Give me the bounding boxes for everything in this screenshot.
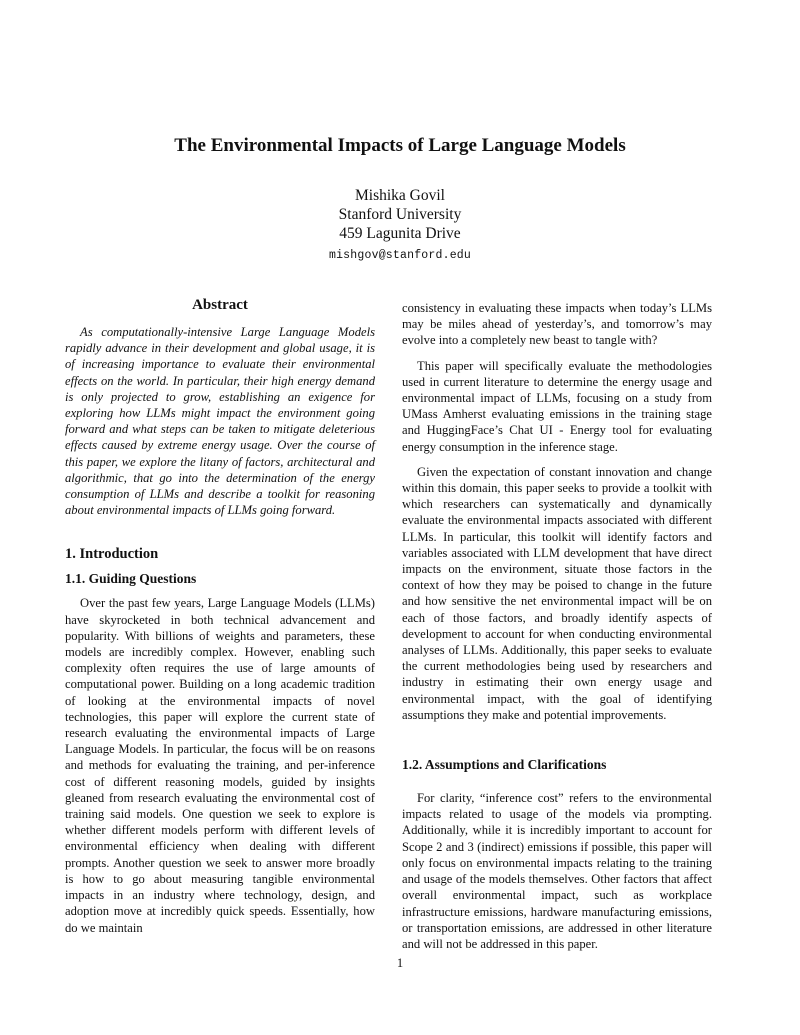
paragraph: For clarity, “inference cost” refers to the environmental impacts related to usage of the models via prompting. Additionally, while it is incredibly important to account for Scope 2 and 3 (indirect) emissions if possible, this paper will only focus on environmental impacts relating to the training and usage of the models themselves. Other factors that affect overall environmental impact, such as workplace infrastructure emissions, hardware manufacturing emissions, or transportation emissions, are addressed in other literature and will not be addressed in this paper.: [402, 791, 712, 951]
author-email: mishgov@stanford.edu: [328, 249, 472, 262]
paragraph: This paper will specifically evaluate the methodologies used in current literature to determine the energy usage and environmental impact of LLMs, focusing on a study from UMass Amherst evaluating emissions in the training stage and HuggingFace’s Chat UI - Energy tool for evaluating energy consumption in the inference stage.: [402, 358, 712, 454]
subsection-heading-assumptions: 1.2. Assumptions and Clarifications: [402, 757, 607, 773]
paragraph-continued: consistency in evaluating these impacts when today’s LLMs may be miles ahead of yesterday’s, and tomorrow’s may evolve into a completely new beast to tangle with?: [402, 301, 712, 348]
author-name: Mishika Govil: [355, 187, 445, 204]
author-block: [0, 186, 800, 265]
abstract-text: As computationally-intensive Large Language Models rapidly advance in their development and global usage, it is of increasing importance to evaluate their environmental effects on the world. In particular, their high energy demand is only projected to grow, establishing an exigence for exploring how LLMs might impact the environment going forward and what steps can be taken to mitigate deleterious effects caused by extreme energy usage. Over the course of this paper, we explore the litany of factors, architectural and algorithmic, that go into the determination of the energy consumption of LLMs and describe a toolkit for reasoning about environmental impacts of LLMs going forward.: [65, 325, 375, 518]
paper-title: The Environmental Impacts of Large Language Models: [174, 135, 626, 156]
author-affiliation: Stanford University: [338, 206, 462, 223]
paragraph: Over the past few years, Large Language Models (LLMs) have skyrocketed in both technical advancement and popularity. With billions of weights and parameters, these models are incredibly complex. However, enabling such complexity often requires the use of large amounts of computational power. Building on a long academic tradition of looking at the environmental impacts of novel technologies, this paper will explore the current state of research evaluating the environmental impacts of Large Language Models. In particular, the focus will be on reasons and methods for evaluating the training, and per-inference cost of different reasoning models, guided by insights gleaned from research evaluating the environmental cost of training said models. One question we seek to explore is whether different models perform with different levels of environmental efficiency when dealing with different prompts. Another question we seek to answer more broadly is how to go about measuring tangible environmental impacts in an industry where technology, design, and adoption move at incredibly quick speeds. Essentially, how do we maintain: [65, 596, 375, 935]
page-number: 1: [396, 956, 404, 970]
subsection-heading-guiding-questions: 1.1. Guiding Questions: [65, 571, 197, 587]
abstract-heading: Abstract: [192, 297, 248, 313]
right-column: [402, 300, 712, 952]
section-heading-introduction: 1. Introduction: [65, 546, 159, 563]
author-address: 459 Lagunita Drive: [339, 225, 461, 242]
left-column: [65, 296, 375, 936]
paragraph: Given the expectation of constant innovation and change within this domain, this paper seeks to provide a toolkit with which researchers can systematically and dynamically evaluate the environmental impacts associated with different LLMs. In particular, this toolkit will identify factors and variables associated with LLM development that have direct impacts on the environment, situate those factors in the context of how they may be poised to change in the future and how sensitive the net environmental impact will be on each of those factors, and broadly identify aspects of development to account for when conducting environmental analyses of LLMs. Additionally, this paper seeks to evaluate the current methodologies being used by researchers and industry in estimating their own energy usage and environmental impact, with the goal of identifying assumptions they make and potential improvements.: [402, 464, 712, 722]
